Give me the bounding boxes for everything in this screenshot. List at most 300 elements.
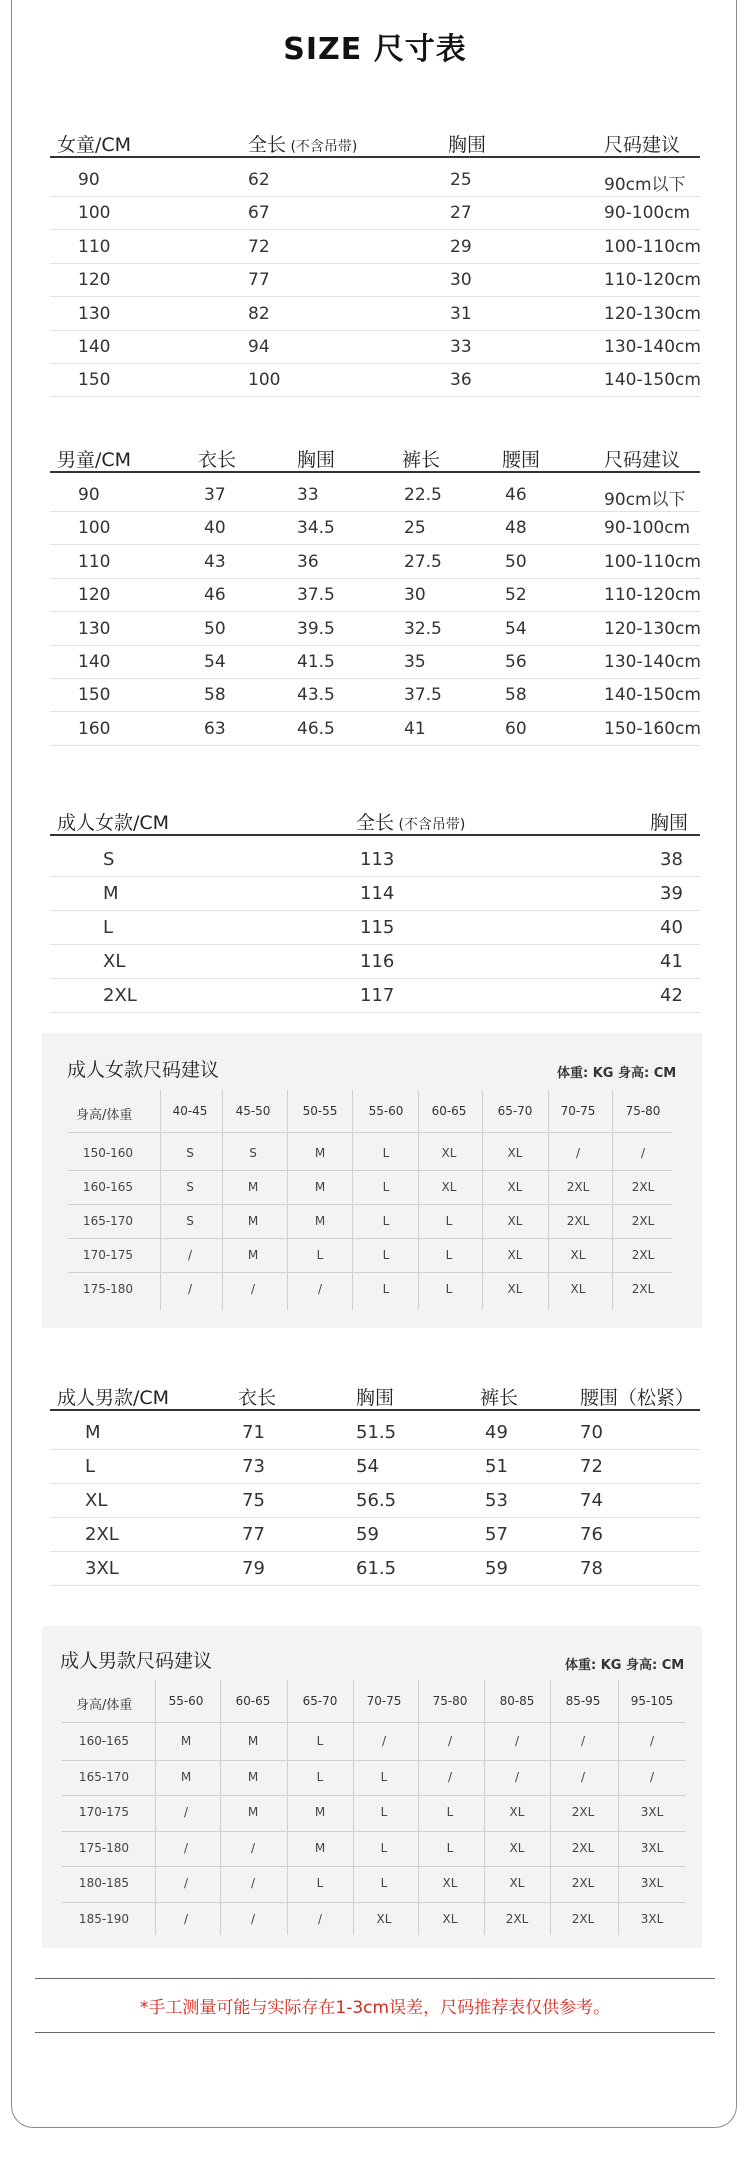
women-guide-col-header: 60-65 (431, 1104, 467, 1118)
table-row-divider (50, 263, 700, 264)
men-cell: 61.5 (356, 1558, 397, 1579)
men-guide-cell: / (183, 1805, 189, 1819)
men-guide-col-divider (220, 1680, 221, 1935)
boys-cell: 110 (78, 551, 111, 572)
boys-cell: 63 (204, 718, 226, 739)
boys-cell: 36 (297, 551, 319, 572)
women-guide-cell: 2XL (631, 1248, 655, 1262)
men-cell: M (85, 1422, 101, 1443)
girls-header-size: 女童/CM (57, 134, 132, 156)
men-guide-cell: 2XL (571, 1876, 595, 1890)
girls-cell: 82 (248, 303, 270, 324)
women-guide-col-divider (352, 1090, 353, 1310)
men-cell: 59 (356, 1524, 379, 1545)
men-header: 腰围（松紧） (580, 1387, 695, 1409)
men-guide-col-divider (484, 1680, 485, 1935)
women-guide-cell: / (575, 1146, 581, 1160)
men-cell: 73 (242, 1456, 265, 1477)
table-row-divider (50, 1012, 700, 1013)
boys-header-line (50, 471, 700, 473)
men-cell: 71 (242, 1422, 265, 1443)
girls-header-chest: 胸围 (448, 134, 487, 156)
men-cell: 59 (485, 1558, 508, 1579)
men-guide-cell: M (247, 1734, 259, 1748)
women-guide-col-divider (482, 1090, 483, 1310)
boys-cell: 110-120cm (604, 585, 701, 606)
women-guide-cell: M (314, 1180, 326, 1194)
women-cell: 2XL (103, 985, 137, 1006)
men-guide-cell: / (580, 1769, 586, 1784)
women-cell: 117 (360, 985, 395, 1006)
women-guide-cell: L (382, 1282, 390, 1296)
boys-cell: 43 (204, 551, 226, 572)
boys-cell: 41.5 (297, 652, 335, 672)
women-guide-cell: L (382, 1214, 390, 1228)
boys-cell: 58 (505, 685, 527, 706)
men-guide-cell: / (183, 1876, 189, 1890)
women-header-size: 成人女款/CM (57, 812, 170, 834)
women-cell: 38 (660, 849, 683, 870)
women-cell: 39 (660, 883, 683, 904)
note-top-divider (35, 1978, 715, 1979)
table-row-divider (50, 978, 700, 979)
women-guide-cell: M (247, 1180, 259, 1194)
women-guide-corner: 身高/体重 (76, 1108, 133, 1123)
men-cell: XL (85, 1490, 108, 1511)
women-guide-cell: 2XL (566, 1180, 590, 1194)
boys-cell: 43.5 (297, 685, 335, 706)
women-cell: XL (103, 951, 126, 972)
boys-cell: 35 (404, 652, 426, 672)
women-header-length (356, 808, 465, 835)
women-guide-col-divider (222, 1090, 223, 1310)
men-header: 衣长 (238, 1387, 277, 1409)
boys-cell: 41 (404, 718, 426, 739)
boys-cell: 50 (505, 551, 527, 572)
men-guide-col-header: 80-85 (499, 1694, 535, 1708)
men-guide-unit: 体重: KG 身高: CM (565, 1658, 685, 1673)
boys-cell: 58 (204, 685, 226, 706)
men-guide-corner: 身高/体重 (76, 1698, 133, 1713)
boys-cell: 52 (505, 585, 527, 606)
table-row-divider (50, 544, 700, 545)
men-guide-col-divider (287, 1680, 288, 1935)
women-guide-col-divider (287, 1090, 288, 1310)
boys-cell: 140 (78, 652, 111, 672)
boys-cell: 100 (78, 518, 111, 539)
girls-cell: 150 (78, 370, 111, 391)
men-guide-col-header: 55-60 (168, 1694, 204, 1708)
girls-cell: 36 (450, 370, 472, 391)
table-row-divider (50, 511, 700, 512)
men-guide-panel (42, 1626, 702, 1948)
women-guide-cell: / (187, 1248, 193, 1262)
boys-cell: 39.5 (297, 618, 335, 639)
men-guide-cell: 2XL (571, 1805, 595, 1819)
boys-cell: 120-130cm (604, 618, 701, 639)
girls-cell: 120 (78, 270, 111, 291)
table-row-divider (50, 1483, 700, 1484)
table-row-divider (50, 645, 700, 646)
men-cell: 51.5 (356, 1422, 397, 1443)
girls-cell: 27 (450, 203, 472, 224)
girls-cell: 62 (248, 170, 270, 190)
men-guide-col-divider (550, 1680, 551, 1935)
women-header-chest: 胸围 (650, 812, 689, 834)
men-header: 胸围 (356, 1387, 395, 1409)
women-guide-cell: XL (570, 1248, 586, 1262)
men-guide-cell: L (380, 1840, 388, 1855)
women-guide-cell: M (314, 1214, 326, 1228)
men-header: 裤长 (480, 1387, 519, 1409)
girls-cell: 33 (450, 337, 472, 357)
men-guide-cell: / (580, 1734, 586, 1748)
women-guide-cell: L (382, 1146, 390, 1160)
boys-header: 裤长 (402, 449, 441, 471)
women-cell: 42 (660, 985, 683, 1006)
men-guide-row-height: 170-175 (78, 1805, 130, 1819)
boys-cell: 90cm以下 (604, 490, 686, 510)
boys-cell: 54 (204, 652, 226, 672)
women-guide-cell: M (247, 1214, 259, 1228)
boys-cell: 100-110cm (604, 551, 701, 572)
women-guide-cell: XL (441, 1180, 457, 1194)
women-guide-cell: S (186, 1146, 194, 1160)
table-row-divider (50, 1449, 700, 1450)
women-guide-cell: L (382, 1180, 390, 1194)
girls-header-line (50, 156, 700, 158)
women-cell: 116 (360, 951, 395, 972)
men-guide-cell: XL (509, 1805, 525, 1819)
girls-cell: 100-110cm (604, 236, 701, 257)
men-guide-cell: M (247, 1769, 259, 1784)
men-guide-row-height: 165-170 (78, 1769, 130, 1784)
women-guide-row-height: 160-165 (82, 1180, 134, 1194)
men-cell: 3XL (85, 1558, 119, 1579)
table-row-divider (50, 876, 700, 877)
men-guide-cell: 3XL (640, 1911, 664, 1926)
men-guide-cell: L (380, 1805, 388, 1819)
men-guide-col-header: 70-75 (366, 1694, 402, 1708)
women-guide-row-height: 150-160 (82, 1146, 134, 1160)
women-guide-col-header: 70-75 (560, 1104, 596, 1118)
men-cell: 51 (485, 1456, 508, 1477)
men-guide-cell: M (314, 1805, 326, 1819)
women-guide-cell: 2XL (631, 1282, 655, 1296)
men-cell: 72 (580, 1456, 603, 1477)
table-row-divider (50, 363, 700, 364)
men-cell: 49 (485, 1422, 508, 1443)
men-guide-cell: M (247, 1805, 259, 1819)
men-cell: 2XL (85, 1524, 119, 1545)
table-row-divider (50, 1551, 700, 1552)
boys-cell: 33 (297, 485, 319, 505)
men-cell: 78 (580, 1558, 603, 1579)
girls-header-length (248, 130, 357, 157)
women-guide-cell: XL (507, 1248, 523, 1262)
boys-cell: 54 (505, 618, 527, 639)
men-guide-col-divider (353, 1680, 354, 1935)
men-cell: 79 (242, 1558, 265, 1579)
women-guide-cell: L (445, 1214, 453, 1228)
women-guide-cell: M (247, 1248, 259, 1262)
women-guide-col-divider (160, 1090, 161, 1310)
header-note: (不含吊带) (286, 139, 358, 155)
women-guide-cell: XL (570, 1282, 586, 1296)
boys-cell: 37.5 (404, 685, 442, 706)
women-cell: L (103, 917, 114, 938)
women-guide-cell: XL (507, 1180, 523, 1194)
table-row-divider (50, 296, 700, 297)
men-guide-cell: XL (509, 1876, 525, 1890)
men-cell: 76 (580, 1524, 603, 1545)
men-guide-cell: XL (442, 1911, 458, 1926)
table-row-divider (50, 229, 700, 230)
men-guide-cell: L (446, 1805, 454, 1819)
girls-cell: 110-120cm (604, 270, 701, 291)
boys-cell: 120 (78, 585, 111, 606)
women-guide-row-height: 165-170 (82, 1214, 134, 1228)
men-guide-title: 成人男款尺码建议 (60, 1650, 213, 1672)
men-cell: 56.5 (356, 1490, 397, 1511)
table-row-divider (50, 196, 700, 197)
table-row-divider (50, 1585, 700, 1586)
women-guide-header-line (68, 1132, 672, 1133)
men-guide-col-header: 75-80 (432, 1694, 468, 1708)
header-label: 全长 (356, 812, 395, 834)
men-guide-cell: XL (376, 1911, 392, 1926)
men-guide-row-line (62, 1831, 685, 1832)
girls-cell: 77 (248, 270, 270, 291)
women-guide-cell: XL (441, 1146, 457, 1160)
girls-cell: 90cm以下 (604, 175, 686, 195)
men-guide-cell: M (180, 1734, 192, 1748)
women-guide-col-divider (418, 1090, 419, 1310)
men-guide-cell: / (250, 1840, 256, 1855)
boys-header: 尺码建议 (604, 449, 681, 471)
boys-cell: 25 (404, 518, 426, 539)
men-guide-row-height: 180-185 (78, 1876, 130, 1890)
women-cell: 113 (360, 849, 395, 870)
men-guide-cell: / (447, 1769, 453, 1784)
girls-cell: 25 (450, 170, 472, 190)
boys-cell: 40 (204, 518, 226, 539)
boys-header: 腰围 (502, 449, 541, 471)
women-guide-row-line (68, 1170, 672, 1171)
boys-cell: 50 (204, 618, 226, 639)
men-cell: 54 (356, 1456, 379, 1477)
women-guide-cell: / (250, 1282, 256, 1296)
men-guide-row-height: 185-190 (78, 1911, 130, 1926)
boys-cell: 37 (204, 485, 226, 505)
table-row-divider (50, 678, 700, 679)
women-guide-row-line (68, 1272, 672, 1273)
boys-cell: 90-100cm (604, 518, 691, 539)
women-guide-col-header: 45-50 (235, 1104, 271, 1118)
women-cell: 41 (660, 951, 683, 972)
men-guide-col-divider (418, 1680, 419, 1935)
table-row-divider (50, 711, 700, 712)
boys-header: 胸围 (297, 449, 336, 471)
women-cell: 114 (360, 883, 395, 904)
men-guide-cell: / (183, 1840, 189, 1855)
women-guide-cell: 2XL (566, 1214, 590, 1228)
girls-cell: 100 (78, 203, 111, 224)
boys-cell: 46.5 (297, 718, 335, 739)
measurement-note: *手工测量可能与实际存在1-3cm误差，尺码推荐表仅供参考。 (139, 1998, 611, 2018)
men-guide-col-header: 60-65 (235, 1694, 271, 1708)
girls-cell: 140 (78, 337, 111, 357)
men-guide-cell: / (649, 1769, 655, 1784)
girls-cell: 100 (248, 370, 281, 391)
men-guide-col-header: 65-70 (302, 1694, 338, 1708)
men-guide-col-header: 95-105 (630, 1694, 674, 1708)
boys-cell: 22.5 (404, 485, 442, 505)
men-guide-cell: L (380, 1769, 388, 1784)
men-guide-cell: / (183, 1911, 189, 1926)
men-guide-cell: L (446, 1840, 454, 1855)
men-guide-cell: / (317, 1911, 323, 1926)
girls-cell: 130 (78, 303, 111, 324)
girls-cell: 120-130cm (604, 303, 701, 324)
boys-cell: 46 (204, 585, 226, 606)
women-header-line (50, 834, 700, 836)
header-label: 全长 (248, 134, 287, 156)
women-guide-cell: XL (507, 1214, 523, 1228)
table-row-divider (50, 578, 700, 579)
men-guide-cell: 2XL (505, 1911, 529, 1926)
boys-cell: 32.5 (404, 618, 442, 639)
men-guide-cell: XL (442, 1876, 458, 1890)
women-guide-cell: 2XL (631, 1214, 655, 1228)
girls-cell: 130-140cm (604, 337, 701, 357)
boys-header: 衣长 (198, 449, 237, 471)
men-guide-cell: 3XL (640, 1840, 664, 1855)
boys-cell: 30 (404, 585, 426, 606)
girls-cell: 90 (78, 170, 100, 190)
men-guide-cell: M (314, 1840, 326, 1855)
girls-cell: 110 (78, 236, 111, 257)
boys-cell: 37.5 (297, 585, 335, 606)
men-guide-row-line (62, 1866, 685, 1867)
boys-cell: 46 (505, 485, 527, 505)
men-guide-col-divider (618, 1680, 619, 1935)
men-guide-col-header: 85-95 (565, 1694, 601, 1708)
men-guide-cell: L (316, 1769, 324, 1784)
men-guide-row-height: 160-165 (78, 1734, 130, 1748)
women-guide-col-header: 65-70 (497, 1104, 533, 1118)
women-guide-title: 成人女款尺码建议 (67, 1059, 220, 1081)
table-row-divider (50, 910, 700, 911)
girls-header-suggest: 尺码建议 (604, 134, 681, 156)
girls-cell: 29 (450, 236, 472, 257)
table-row-divider (50, 611, 700, 612)
women-guide-cell: / (317, 1282, 323, 1296)
men-guide-cell: 2XL (571, 1840, 595, 1855)
men-cell: 77 (242, 1524, 265, 1545)
men-cell: 53 (485, 1490, 508, 1511)
boys-cell: 27.5 (404, 551, 442, 572)
men-guide-cell: / (250, 1876, 256, 1890)
men-guide-cell: 2XL (571, 1911, 595, 1926)
boys-cell: 56 (505, 652, 527, 672)
women-guide-col-header: 55-60 (368, 1104, 404, 1118)
men-guide-cell: 3XL (640, 1805, 664, 1819)
women-guide-col-header: 50-55 (302, 1104, 338, 1118)
women-guide-col-header: 75-80 (625, 1104, 661, 1118)
boys-cell: 130-140cm (604, 652, 701, 672)
men-guide-cell: L (316, 1734, 324, 1748)
women-guide-row-line (68, 1238, 672, 1239)
men-guide-cell: XL (509, 1840, 525, 1855)
women-guide-row-height: 175-180 (82, 1282, 134, 1296)
table-row-divider (50, 745, 700, 746)
boys-cell: 150 (78, 685, 111, 706)
table-row-divider (50, 1517, 700, 1518)
men-cell: 74 (580, 1490, 603, 1511)
men-guide-cell: L (316, 1876, 324, 1890)
girls-cell: 72 (248, 236, 270, 257)
header-note: (不含吊带) (394, 817, 466, 833)
boys-cell: 34.5 (297, 518, 335, 539)
boys-cell: 140-150cm (604, 685, 701, 706)
boys-cell: 160 (78, 718, 111, 739)
women-guide-cell: / (187, 1282, 193, 1296)
girls-cell: 94 (248, 337, 270, 357)
men-cell: L (85, 1456, 96, 1477)
women-guide-col-header: 40-45 (172, 1104, 208, 1118)
women-guide-cell: 2XL (631, 1180, 655, 1194)
men-guide-cell: M (180, 1769, 192, 1784)
men-guide-cell: / (514, 1769, 520, 1784)
note-bottom-divider (35, 2032, 715, 2033)
men-guide-col-divider (155, 1680, 156, 1935)
women-cell: M (103, 883, 119, 904)
men-header: 成人男款/CM (57, 1387, 170, 1409)
boys-cell: 130 (78, 618, 111, 639)
women-guide-cell: M (314, 1146, 326, 1160)
page-title: SIZE 尺寸表 (283, 32, 467, 67)
boys-cell: 48 (505, 518, 527, 539)
boys-cell: 150-160cm (604, 718, 701, 739)
women-cell: 40 (660, 917, 683, 938)
men-cell: 70 (580, 1422, 603, 1443)
women-guide-row-height: 170-175 (82, 1248, 134, 1262)
table-row-divider (50, 396, 700, 397)
table-row-divider (50, 944, 700, 945)
men-guide-cell: / (381, 1734, 387, 1748)
men-guide-cell: / (250, 1911, 256, 1926)
men-guide-row-line (62, 1760, 685, 1761)
women-guide-cell: S (186, 1214, 194, 1228)
girls-cell: 140-150cm (604, 370, 701, 391)
women-guide-cell: L (445, 1248, 453, 1262)
women-guide-cell: XL (507, 1282, 523, 1296)
girls-cell: 30 (450, 270, 472, 291)
women-guide-col-divider (612, 1090, 613, 1310)
boys-cell: 60 (505, 718, 527, 739)
men-guide-row-line (62, 1902, 685, 1903)
girls-cell: 67 (248, 203, 270, 224)
men-guide-cell: / (447, 1734, 453, 1748)
men-guide-row-line (62, 1795, 685, 1796)
men-guide-row-height: 175-180 (78, 1840, 130, 1855)
men-header-line (50, 1409, 700, 1411)
women-cell: S (103, 849, 115, 870)
boys-header: 男童/CM (57, 449, 132, 471)
women-guide-cell: XL (507, 1146, 523, 1160)
women-guide-cell: L (382, 1248, 390, 1262)
